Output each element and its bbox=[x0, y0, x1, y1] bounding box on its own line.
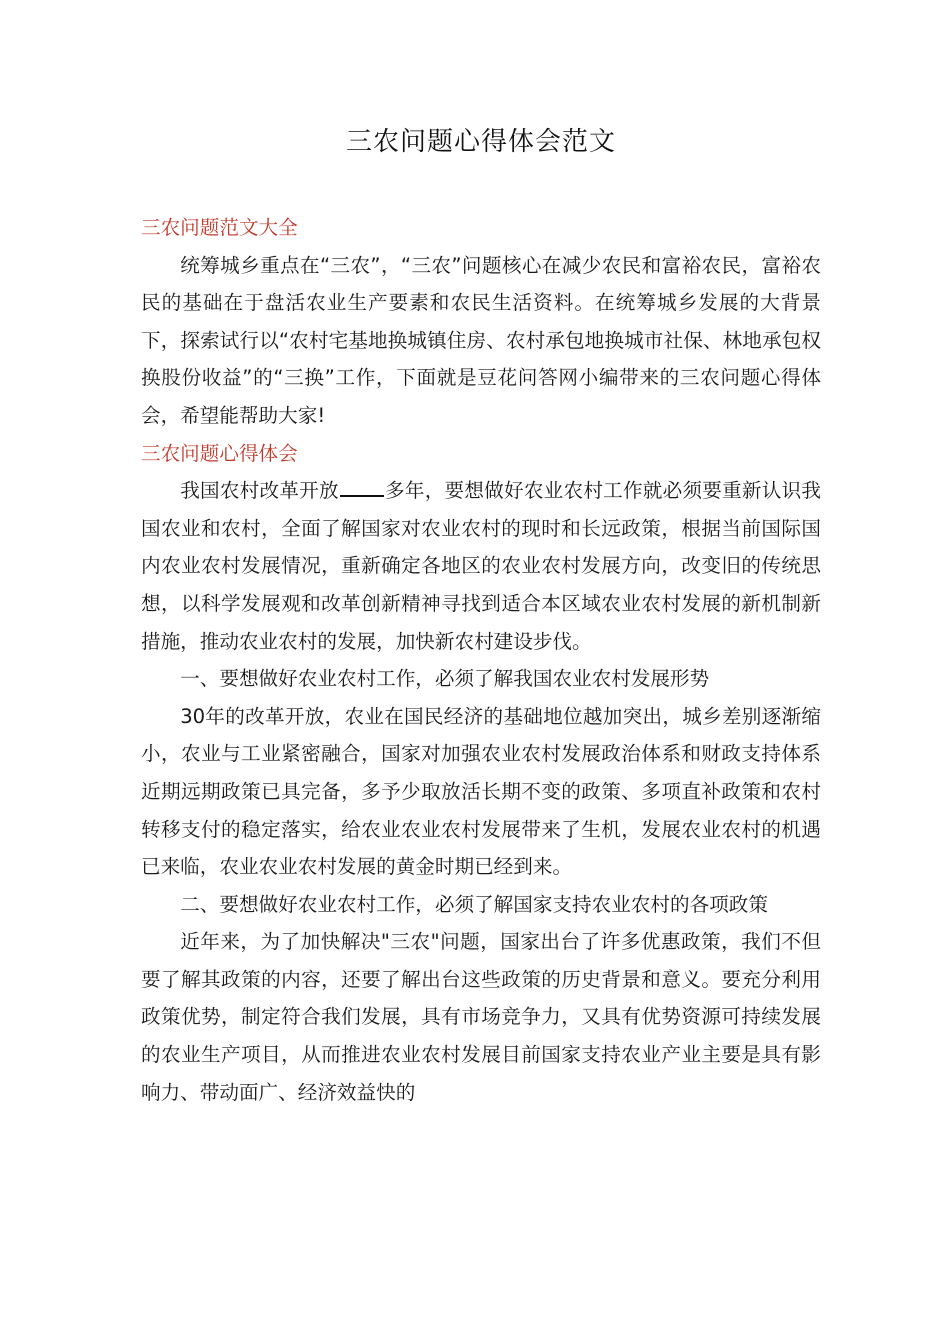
paragraph: 30年的改革开放，农业在国民经济的基础地位越加突出，城乡差别逐渐缩小，农业与工业紧密融合，国家对加强农业农村发展政治体系和财政支持体系近期远期政策已具完备，多予少取放活长期不变的政策、多项直补政策和农村转移支付的稳定落实，给农业农业农村发展带来了生机，发展农业农村的机遇已来临，农业农业农村发展的黄金时期已经到来。 bbox=[141, 704, 821, 879]
paragraph-text: 我国农村改革开放 bbox=[180, 479, 339, 503]
paragraph: 统筹城乡重点在“三农”，“三农”问题核心在减少农民和富裕农民，富裕农民的基础在于盘活农业生产要素和农民生活资料。在统筹城乡发展的大背景下，探索试行以“农村宅基地换城镇住房、农村承包地换城市社保、林地承包权换股份收益”的“三换”工作，下面就是豆花问答网小编带来的三农问题心得体会，希望能帮助大家! bbox=[141, 253, 821, 427]
section-heading: 三农问题范文大全 bbox=[141, 216, 298, 239]
fill-in-blank bbox=[340, 493, 384, 497]
section-heading: 三农问题心得体会 bbox=[141, 441, 298, 465]
paragraph: 二、要想做好农业农村工作，必须了解国家支持农业农村的各项政策 bbox=[180, 892, 768, 916]
paragraph bbox=[141, 472, 821, 660]
paragraph: 近年来，为了加快解决"三农"问题，国家出台了许多优惠政策，我们不但要了解其政策的内容，还要了解出台这些政策的历史背景和意义。要充分利用政策优势，制定符合我们发展，具有市场竞争力，又具有优势资源可持续发展的农业生产项目，从而推进农业农村发展目前国家支持农业产业主要是具有影响力、带动面广、经济效益快的 bbox=[141, 930, 821, 1104]
document-body bbox=[141, 209, 821, 1111]
document-title: 三农问题心得体会范文 bbox=[345, 127, 616, 157]
paragraph-text: 多年，要想做好农业农村工作就必须要重新认识我国农业和农村，全面了解国家对农业农村的现时和长远政策，根据当前国际国内农业农村发展情况，重新确定各地区的农业农村发展方向，改变旧的传统思想，以科学发展观和改革创新精神寻找到适合本区域农业农村发展的新机制新措施，推动农业农村的发展，加快新农村建设步伐。 bbox=[141, 479, 822, 653]
paragraph: 一、要想做好农业农村工作，必须了解我国农业农村发展形势 bbox=[180, 667, 710, 691]
